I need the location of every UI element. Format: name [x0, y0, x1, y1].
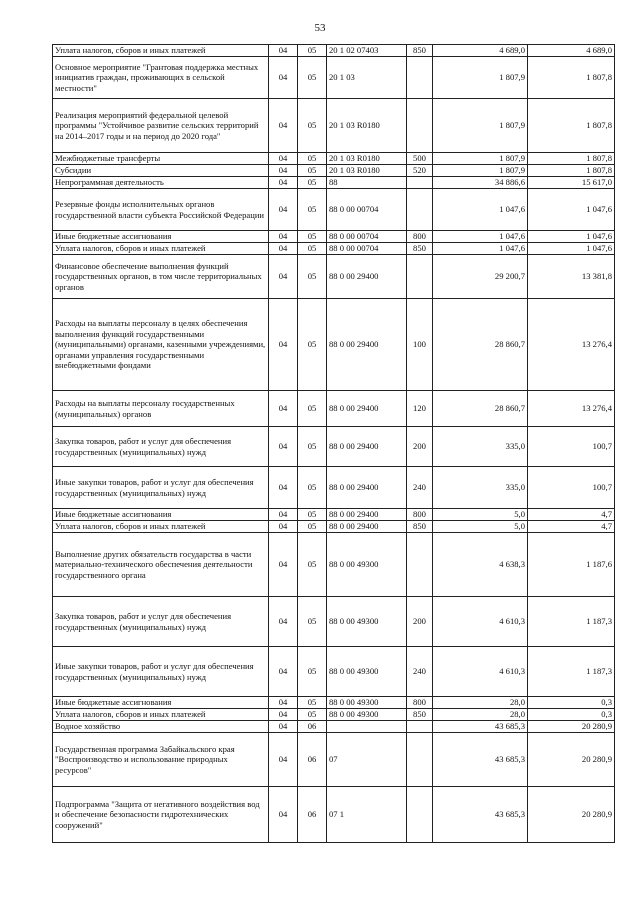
budget-table [52, 44, 615, 843]
row-name-cell: Иные бюджетные ассигнования [53, 509, 269, 521]
section-code-cell: 04 [269, 521, 298, 533]
amount-plan-cell: 1 807,9 [433, 165, 528, 177]
expense-type-cell: 850 [407, 243, 433, 255]
page-number: 53 [314, 22, 326, 34]
section-code-cell: 04 [269, 509, 298, 521]
table-row [53, 787, 615, 843]
table-row [53, 99, 615, 153]
table-row [53, 721, 615, 733]
target-article-cell: 88 0 00 00704 [327, 189, 407, 231]
expense-type-cell [407, 733, 433, 787]
amount-actual-cell: 1 187,6 [528, 533, 615, 597]
subsection-code-cell: 05 [298, 427, 327, 467]
target-article-cell: 88 0 00 49300 [327, 709, 407, 721]
target-article-cell: 20 1 03 R0180 [327, 153, 407, 165]
target-article-cell: 88 0 00 49300 [327, 597, 407, 647]
target-article-cell: 88 0 00 00704 [327, 243, 407, 255]
section-code-cell: 04 [269, 165, 298, 177]
row-name-cell: Расходы на выплаты персоналу в целях обеспечения выполнения функций государственными (муниципальными) органами, казенными учреждениями, органами управления государственными внебюджетными фондами [53, 299, 269, 391]
subsection-code-cell: 05 [298, 243, 327, 255]
table-row [53, 733, 615, 787]
amount-plan-cell: 4 689,0 [433, 45, 528, 57]
target-article-cell: 88 0 00 00704 [327, 231, 407, 243]
table-row [53, 165, 615, 177]
expense-type-cell: 240 [407, 647, 433, 697]
row-name-cell: Субсидии [53, 165, 269, 177]
amount-actual-cell: 1 807,8 [528, 153, 615, 165]
row-name-cell: Иные закупки товаров, работ и услуг для обеспечения государственных (муниципальных) нужд [53, 647, 269, 697]
section-code-cell: 04 [269, 243, 298, 255]
row-name-cell: Выполнение других обязательств государства в части материально-технического обеспечения деятельности государственного органа [53, 533, 269, 597]
amount-plan-cell: 43 685,3 [433, 787, 528, 843]
target-article-cell: 07 1 [327, 787, 407, 843]
subsection-code-cell: 05 [298, 509, 327, 521]
section-code-cell: 04 [269, 709, 298, 721]
subsection-code-cell: 05 [298, 177, 327, 189]
expense-type-cell [407, 787, 433, 843]
row-name-cell: Расходы на выплаты персоналу государственных (муниципальных) органов [53, 391, 269, 427]
row-name-cell: Иные закупки товаров, работ и услуг для обеспечения государственных (муниципальных) нужд [53, 467, 269, 509]
table-row [53, 533, 615, 597]
section-code-cell: 04 [269, 391, 298, 427]
table-row [53, 255, 615, 299]
expense-type-cell: 200 [407, 427, 433, 467]
row-name-cell: Закупка товаров, работ и услуг для обеспечения государственных (муниципальных) нужд [53, 597, 269, 647]
expense-type-cell: 800 [407, 231, 433, 243]
amount-actual-cell: 1 187,3 [528, 647, 615, 697]
target-article-cell: 07 [327, 733, 407, 787]
amount-plan-cell: 34 886,6 [433, 177, 528, 189]
target-article-cell: 88 0 00 29400 [327, 467, 407, 509]
table-row [53, 509, 615, 521]
target-article-cell [327, 721, 407, 733]
table-row [53, 521, 615, 533]
amount-plan-cell: 5,0 [433, 521, 528, 533]
amount-plan-cell: 28,0 [433, 709, 528, 721]
section-code-cell: 04 [269, 467, 298, 509]
expense-type-cell: 850 [407, 521, 433, 533]
table-row [53, 177, 615, 189]
table-row [53, 697, 615, 709]
section-code-cell: 04 [269, 99, 298, 153]
amount-actual-cell: 4,7 [528, 521, 615, 533]
expense-type-cell: 850 [407, 45, 433, 57]
target-article-cell: 88 0 00 29400 [327, 521, 407, 533]
section-code-cell: 04 [269, 597, 298, 647]
subsection-code-cell: 05 [298, 521, 327, 533]
target-article-cell: 20 1 03 [327, 57, 407, 99]
expense-type-cell: 800 [407, 697, 433, 709]
row-name-cell: Уплата налогов, сборов и иных платежей [53, 709, 269, 721]
amount-plan-cell: 1 807,9 [433, 153, 528, 165]
amount-actual-cell: 100,7 [528, 427, 615, 467]
amount-actual-cell: 20 280,9 [528, 733, 615, 787]
amount-actual-cell: 1 807,8 [528, 165, 615, 177]
amount-plan-cell: 4 610,3 [433, 647, 528, 697]
table-body [53, 45, 615, 843]
table-row [53, 467, 615, 509]
target-article-cell: 88 [327, 177, 407, 189]
target-article-cell: 88 0 00 49300 [327, 697, 407, 709]
amount-actual-cell: 15 617,0 [528, 177, 615, 189]
amount-plan-cell: 43 685,3 [433, 733, 528, 787]
table-row [53, 243, 615, 255]
row-name-cell: Финансовое обеспечение выполнения функций государственных органов, в том числе территориальных органов [53, 255, 269, 299]
table-row [53, 709, 615, 721]
target-article-cell: 88 0 00 29400 [327, 255, 407, 299]
table-row [53, 45, 615, 57]
row-name-cell: Уплата налогов, сборов и иных платежей [53, 243, 269, 255]
row-name-cell: Государственная программа Забайкальского края "Воспроизводство и использование природных ресурсов" [53, 733, 269, 787]
expense-type-cell [407, 99, 433, 153]
table-row [53, 189, 615, 231]
subsection-code-cell: 05 [298, 697, 327, 709]
subsection-code-cell: 05 [298, 709, 327, 721]
subsection-code-cell: 05 [298, 57, 327, 99]
table-row [53, 597, 615, 647]
expense-type-cell: 520 [407, 165, 433, 177]
amount-actual-cell: 4,7 [528, 509, 615, 521]
subsection-code-cell: 05 [298, 153, 327, 165]
amount-plan-cell: 28 860,7 [433, 391, 528, 427]
table-row [53, 391, 615, 427]
amount-plan-cell: 4 638,3 [433, 533, 528, 597]
section-code-cell: 04 [269, 697, 298, 709]
expense-type-cell: 240 [407, 467, 433, 509]
amount-plan-cell: 28,0 [433, 697, 528, 709]
row-name-cell: Иные бюджетные ассигнования [53, 231, 269, 243]
section-code-cell: 04 [269, 533, 298, 597]
amount-plan-cell: 335,0 [433, 467, 528, 509]
amount-plan-cell: 1 807,9 [433, 99, 528, 153]
amount-actual-cell: 1 047,6 [528, 231, 615, 243]
amount-actual-cell: 100,7 [528, 467, 615, 509]
amount-actual-cell: 20 280,9 [528, 721, 615, 733]
expense-type-cell: 500 [407, 153, 433, 165]
target-article-cell: 88 0 00 29400 [327, 509, 407, 521]
row-name-cell: Иные бюджетные ассигнования [53, 697, 269, 709]
section-code-cell: 04 [269, 177, 298, 189]
section-code-cell: 04 [269, 231, 298, 243]
amount-actual-cell: 4 689,0 [528, 45, 615, 57]
row-name-cell: Водное хозяйство [53, 721, 269, 733]
subsection-code-cell: 06 [298, 787, 327, 843]
row-name-cell: Резервные фонды исполнительных органов государственной власти субъекта Российской Федерации [53, 189, 269, 231]
amount-actual-cell: 0,3 [528, 709, 615, 721]
amount-plan-cell: 28 860,7 [433, 299, 528, 391]
section-code-cell: 04 [269, 647, 298, 697]
target-article-cell: 88 0 00 29400 [327, 391, 407, 427]
amount-actual-cell: 13 276,4 [528, 391, 615, 427]
section-code-cell: 04 [269, 189, 298, 231]
amount-plan-cell: 29 200,7 [433, 255, 528, 299]
expense-type-cell: 800 [407, 509, 433, 521]
row-name-cell: Уплата налогов, сборов и иных платежей [53, 521, 269, 533]
target-article-cell: 20 1 02 07403 [327, 45, 407, 57]
section-code-cell: 04 [269, 45, 298, 57]
amount-actual-cell: 0,3 [528, 697, 615, 709]
row-name-cell: Уплата налогов, сборов и иных платежей [53, 45, 269, 57]
expense-type-cell [407, 189, 433, 231]
target-article-cell: 20 1 03 R0180 [327, 99, 407, 153]
table-row [53, 57, 615, 99]
target-article-cell: 88 0 00 29400 [327, 299, 407, 391]
row-name-cell: Непрограммная деятельность [53, 177, 269, 189]
section-code-cell: 04 [269, 721, 298, 733]
section-code-cell: 04 [269, 427, 298, 467]
subsection-code-cell: 05 [298, 189, 327, 231]
table-row [53, 153, 615, 165]
expense-type-cell: 850 [407, 709, 433, 721]
subsection-code-cell: 05 [298, 597, 327, 647]
expense-type-cell [407, 57, 433, 99]
subsection-code-cell: 05 [298, 467, 327, 509]
target-article-cell: 88 0 00 49300 [327, 647, 407, 697]
expense-type-cell: 200 [407, 597, 433, 647]
amount-actual-cell: 13 381,8 [528, 255, 615, 299]
section-code-cell: 04 [269, 57, 298, 99]
amount-plan-cell: 4 610,3 [433, 597, 528, 647]
section-code-cell: 04 [269, 733, 298, 787]
subsection-code-cell: 05 [298, 647, 327, 697]
row-name-cell: Межбюджетные трансферты [53, 153, 269, 165]
section-code-cell: 04 [269, 255, 298, 299]
amount-actual-cell: 20 280,9 [528, 787, 615, 843]
expense-type-cell [407, 721, 433, 733]
amount-plan-cell: 43 685,3 [433, 721, 528, 733]
amount-plan-cell: 1 047,6 [433, 231, 528, 243]
amount-actual-cell: 1 807,8 [528, 99, 615, 153]
subsection-code-cell: 06 [298, 721, 327, 733]
expense-type-cell [407, 177, 433, 189]
expense-type-cell [407, 533, 433, 597]
subsection-code-cell: 05 [298, 99, 327, 153]
expense-type-cell [407, 255, 433, 299]
amount-actual-cell: 1 047,6 [528, 243, 615, 255]
amount-actual-cell: 1 047,6 [528, 189, 615, 231]
section-code-cell: 04 [269, 299, 298, 391]
subsection-code-cell: 05 [298, 255, 327, 299]
target-article-cell: 88 0 00 29400 [327, 427, 407, 467]
expense-type-cell: 100 [407, 299, 433, 391]
section-code-cell: 04 [269, 153, 298, 165]
row-name-cell: Реализация мероприятий федеральной целевой программы "Устойчивое развитие сельских территорий на 2014–2017 годы и на период до 2020 года" [53, 99, 269, 153]
amount-actual-cell: 1 807,8 [528, 57, 615, 99]
subsection-code-cell: 06 [298, 733, 327, 787]
row-name-cell: Основное мероприятие "Грантовая поддержка местных инициатив граждан, проживающих в сельской местности" [53, 57, 269, 99]
amount-plan-cell: 5,0 [433, 509, 528, 521]
subsection-code-cell: 05 [298, 45, 327, 57]
table-row [53, 647, 615, 697]
row-name-cell: Подпрограмма "Защита от негативного воздействия вод и обеспечение безопасности гидротехнических сооружений" [53, 787, 269, 843]
table-row [53, 427, 615, 467]
subsection-code-cell: 05 [298, 299, 327, 391]
table-row [53, 299, 615, 391]
target-article-cell: 88 0 00 49300 [327, 533, 407, 597]
subsection-code-cell: 05 [298, 391, 327, 427]
amount-plan-cell: 1 047,6 [433, 243, 528, 255]
subsection-code-cell: 05 [298, 533, 327, 597]
row-name-cell: Закупка товаров, работ и услуг для обеспечения государственных (муниципальных) нужд [53, 427, 269, 467]
amount-plan-cell: 335,0 [433, 427, 528, 467]
amount-actual-cell: 13 276,4 [528, 299, 615, 391]
target-article-cell: 20 1 03 R0180 [327, 165, 407, 177]
amount-plan-cell: 1 047,6 [433, 189, 528, 231]
expense-type-cell: 120 [407, 391, 433, 427]
amount-actual-cell: 1 187,3 [528, 597, 615, 647]
table-row [53, 231, 615, 243]
subsection-code-cell: 05 [298, 231, 327, 243]
amount-plan-cell: 1 807,9 [433, 57, 528, 99]
subsection-code-cell: 05 [298, 165, 327, 177]
section-code-cell: 04 [269, 787, 298, 843]
